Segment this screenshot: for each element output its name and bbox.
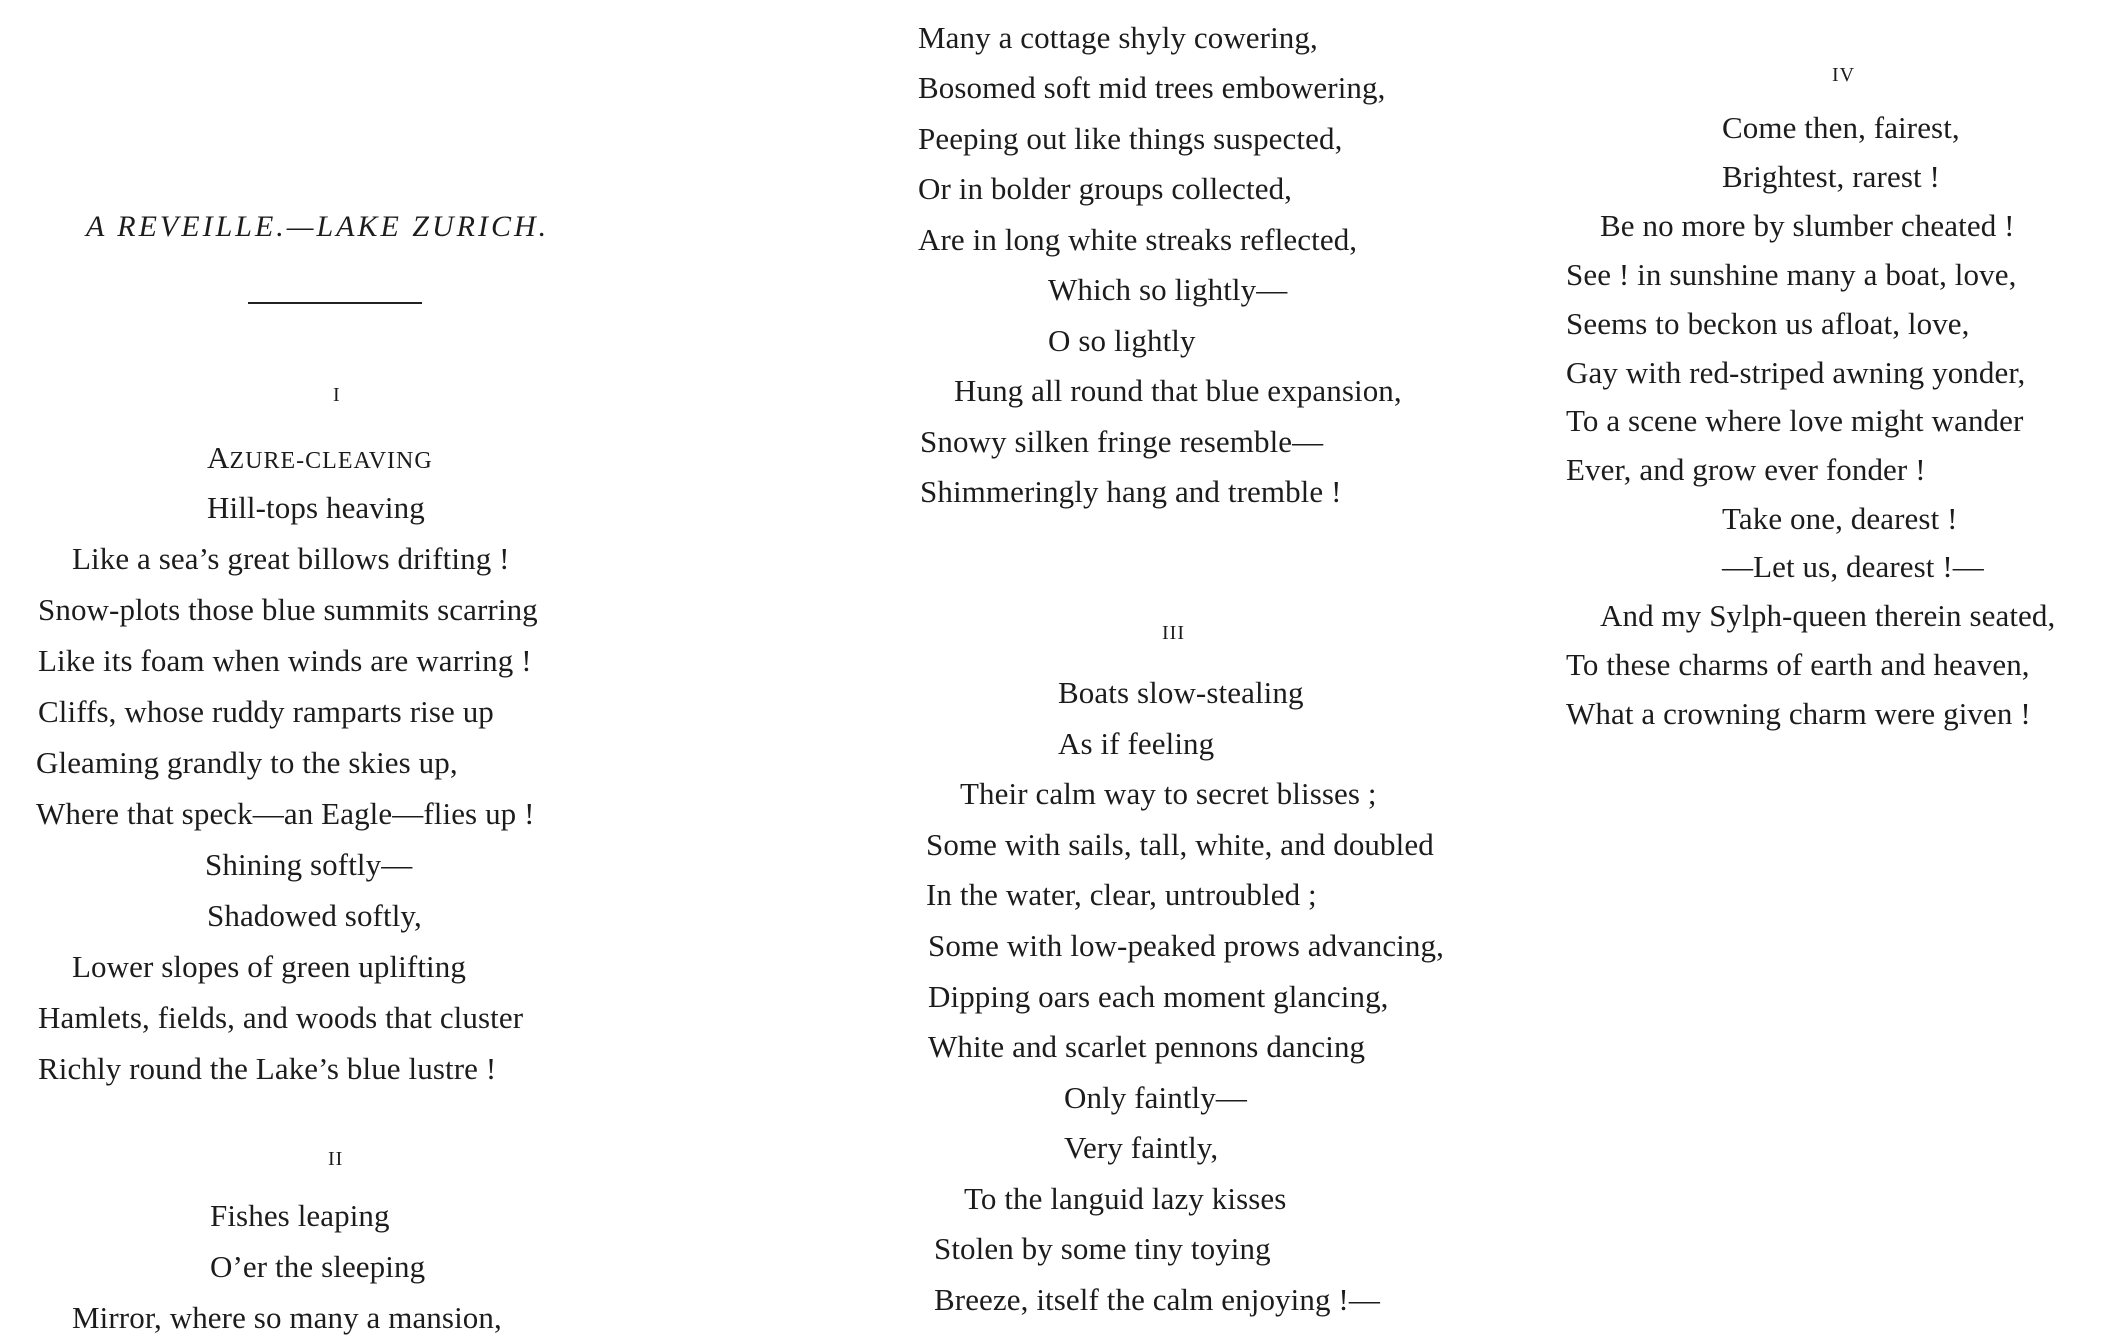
- verse-line: —Let us, dearest !—: [1722, 549, 1984, 584]
- verse-line: Some with sails, tall, white, and doubled: [926, 827, 1434, 862]
- verse-line: Breeze, itself the calm enjoying !—: [934, 1282, 1380, 1317]
- verse-line: Bosomed soft mid trees embowering,: [918, 70, 1386, 105]
- verse-line: Gay with red-striped awning yonder,: [1566, 355, 2026, 390]
- verse-line: Be no more by slumber cheated !: [1600, 208, 2015, 243]
- verse-line: See ! in sunshine many a boat, love,: [1566, 257, 2017, 292]
- verse-line: White and scarlet pennons dancing: [928, 1029, 1366, 1064]
- verse-line: Snow-plots those blue summits scarring: [38, 592, 538, 627]
- verse-line: To the languid lazy kisses: [964, 1181, 1287, 1216]
- verse-line: Shining softly—: [205, 847, 413, 882]
- verse-line: Gleaming grandly to the skies up,: [36, 745, 458, 780]
- verse-line: Richly round the Lake’s blue lustre !: [38, 1051, 497, 1086]
- verse-line: Many a cottage shyly cowering,: [918, 20, 1318, 55]
- verse-line: Are in long white streaks reflected,: [918, 222, 1358, 257]
- verse-line: Seems to beckon us afloat, love,: [1566, 306, 1970, 341]
- poem-title: A REVEILLE.—LAKE ZURICH.: [86, 210, 550, 243]
- verse-line: Come then, fairest,: [1722, 110, 1960, 145]
- verse-line: Like a sea’s great billows drifting !: [72, 541, 510, 576]
- verse-line: Hung all round that blue expansion,: [954, 373, 1402, 408]
- section-numeral-4: IV: [1832, 64, 1856, 86]
- verse-line: To these charms of earth and heaven,: [1566, 647, 2030, 682]
- verse-line: Shadowed softly,: [207, 898, 422, 933]
- verse-line: Take one, dearest !: [1722, 501, 1958, 536]
- verse-line: What a crowning charm were given !: [1566, 696, 2031, 731]
- verse-line: In the water, clear, untroubled ;: [926, 877, 1317, 912]
- verse-line: Stolen by some tiny toying: [934, 1231, 1271, 1266]
- verse-line: Fishes leaping: [210, 1198, 390, 1233]
- verse-line: Dipping oars each moment glancing,: [928, 979, 1389, 1014]
- verse-line: Only faintly—: [1064, 1080, 1247, 1115]
- verse-line: Peeping out like things suspected,: [918, 121, 1343, 156]
- verse-line: And my Sylph-queen therein seated,: [1600, 598, 2056, 633]
- verse-line: Ever, and grow ever fonder !: [1566, 452, 1926, 487]
- verse-line: Mirror, where so many a mansion,: [72, 1300, 502, 1335]
- section-numeral-2: II: [328, 1148, 344, 1170]
- verse-line: Where that speck—an Eagle—flies up !: [36, 796, 535, 831]
- first-line-rest: ZURE-CLEAVING: [229, 448, 433, 474]
- verse-line: Some with low-peaked prows advancing,: [928, 928, 1444, 963]
- verse-line: Shimmeringly hang and tremble !: [920, 474, 1342, 509]
- verse-line: Snowy silken fringe resemble—: [920, 424, 1324, 459]
- title-rule: [248, 302, 422, 304]
- section-numeral-3: III: [1162, 622, 1185, 644]
- verse-line: As if feeling: [1058, 726, 1215, 761]
- verse-line: Hamlets, fields, and woods that cluster: [38, 1000, 524, 1035]
- verse-line: Boats slow-stealing: [1058, 675, 1304, 710]
- verse-line: Lower slopes of green uplifting: [72, 949, 466, 984]
- verse-line: Hill-tops heaving: [207, 490, 425, 525]
- verse-line: Like its foam when winds are warring !: [38, 643, 532, 678]
- verse-line: Brightest, rarest !: [1722, 159, 1940, 194]
- first-line: [207, 438, 433, 481]
- verse-line: Cliffs, whose ruddy ramparts rise up: [38, 694, 494, 729]
- verse-line: To a scene where love might wander: [1566, 403, 2024, 438]
- verse-line: Which so lightly—: [1048, 272, 1288, 307]
- section-numeral-1: I: [333, 384, 341, 406]
- verse-line: O so lightly: [1048, 323, 1196, 358]
- verse-line: Their calm way to secret blisses ;: [960, 776, 1377, 811]
- verse-line: O’er the sleeping: [210, 1249, 426, 1284]
- verse-line: Or in bolder groups collected,: [918, 171, 1293, 206]
- verse-line: Very faintly,: [1064, 1130, 1219, 1165]
- first-line-initial: A: [207, 440, 230, 475]
